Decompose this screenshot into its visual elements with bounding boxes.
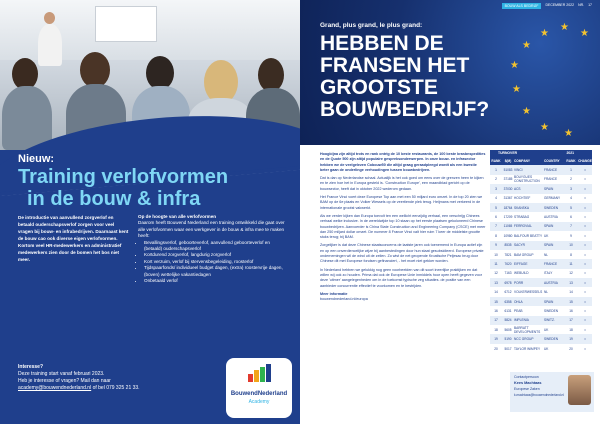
table-row bbox=[490, 241, 592, 250]
goals-column bbox=[138, 214, 288, 284]
table-cell: IMPLENIA bbox=[514, 318, 529, 323]
table-row bbox=[490, 278, 592, 287]
table-cell: 17 bbox=[569, 318, 573, 323]
table-cell: = bbox=[584, 261, 586, 266]
table-row bbox=[490, 194, 592, 203]
logo-text: BouwendNederland bbox=[230, 391, 288, 397]
table-cell: FRANCE bbox=[544, 168, 558, 173]
table-cell: 20 bbox=[569, 346, 573, 351]
star-icon: ★ bbox=[510, 60, 519, 71]
table-header-row bbox=[490, 156, 592, 165]
table-cell: 6358 bbox=[504, 299, 512, 304]
table-cell: 15 bbox=[494, 299, 498, 304]
table-cell: = bbox=[584, 233, 586, 238]
table-cell: = bbox=[584, 196, 586, 201]
interest-heading: Interesse? bbox=[18, 364, 44, 370]
table-cell: ACS bbox=[514, 186, 521, 191]
table-cell: NCC GROUP bbox=[514, 337, 534, 342]
table-cell: 14 bbox=[494, 290, 498, 295]
table-cell: 31367 bbox=[503, 196, 513, 201]
contact-card bbox=[510, 372, 594, 412]
table-cell: BOUYGUES CONSTRUCTION bbox=[514, 175, 540, 184]
page-number: 17 bbox=[588, 3, 592, 7]
table-cell: 19 bbox=[494, 337, 498, 342]
table-cell: 16 bbox=[569, 308, 573, 313]
table-cell: 10 bbox=[569, 243, 573, 248]
table-cell: = bbox=[584, 327, 586, 332]
table-cell: UK bbox=[544, 233, 549, 238]
list-item: • Kort verzuim, verlof bij stervensbegeleiding, roosterlof bbox=[144, 259, 288, 265]
right-page bbox=[300, 0, 600, 424]
table-cell: 13 bbox=[569, 280, 573, 285]
logo-mark-icon bbox=[246, 364, 272, 384]
more-info-heading: Meer informatie bbox=[320, 291, 348, 296]
table-cell: FERROVIAL bbox=[514, 224, 533, 229]
table-cell: OHLA bbox=[514, 299, 523, 304]
list-item: • Tijdspaarfonds/ individueel budget dagen, (extra) roostervrije dagen, (boven) wettelijke vakantiedagen bbox=[144, 265, 288, 278]
table-cell: TAYLOR WIMPEY bbox=[514, 346, 541, 351]
table-cell: NL bbox=[544, 290, 549, 295]
table-cell: 6712 bbox=[504, 290, 512, 295]
table-cell: WEBUILD bbox=[514, 271, 529, 276]
table-cell: 5017 bbox=[504, 346, 512, 351]
table-cell: 51083 bbox=[503, 168, 513, 173]
contact-email[interactable]: k.machtaas@bouwendnederland.nl bbox=[514, 393, 565, 397]
table-cell: = bbox=[584, 243, 586, 248]
column-header: $(M) bbox=[504, 158, 512, 163]
star-icon: ★ bbox=[564, 128, 573, 139]
table-row bbox=[490, 175, 592, 184]
bouwend-nederland-logo bbox=[226, 358, 292, 418]
list-item: • Onbetaald verlof bbox=[144, 278, 288, 284]
star-icon: ★ bbox=[522, 106, 531, 117]
table-cell: 19 bbox=[569, 337, 573, 342]
more-info-link[interactable]: bouwendnederland.nl/europa bbox=[320, 297, 368, 302]
table-row bbox=[490, 297, 592, 306]
table-cell: = bbox=[584, 280, 586, 285]
table-cell: 10 bbox=[494, 252, 498, 257]
table-cell: STRABAG bbox=[514, 215, 530, 220]
table-cell: 7 bbox=[570, 224, 572, 229]
article-paragraph: Als we verder kijken dan Europa toevolt ten een wellicht eenzijdig verhaal, een verschrijg Chinees verhaal welke inclusive. In de wereldwijde top 10 staan op het eerste plaatsen gekoloneerd Chinese bouwbedrijven. Aanvoerder is China State Construction and Engineering Company (CSCE) met meer dan 250 miljard dollar omzet. De nummer 8 France Vinci valt hier ruim 7 keer de middelste grootte stuks terug; bij BAM. bbox=[320, 213, 486, 240]
table-cell: 9 bbox=[570, 233, 572, 238]
new-label: Nieuw: bbox=[18, 153, 55, 165]
table-cell: = bbox=[584, 168, 586, 173]
table-cell: 6978 bbox=[504, 280, 512, 285]
star-icon: ★ bbox=[540, 28, 549, 39]
article-paragraph: Zorgelijker is dat deze Chinese staatsconcerns de laatste jaren ook toenemend in Europa actief zijn en op een onverdiencelijke wijze bij aanbestedingen door hun staat gesubsidieerd. Europese private ondernemingen wil de wind uit de zeilen. Zo wist de net geopende Kroatische Peljesac brug door Chinese dit met Europese fondsen gefinanciert, - het moet niet gekker worden. bbox=[320, 243, 484, 264]
table-row bbox=[490, 316, 592, 325]
table-body bbox=[490, 156, 592, 353]
table-cell: NL bbox=[544, 252, 549, 257]
table-cell: 5 bbox=[495, 205, 497, 210]
table-row bbox=[490, 259, 592, 268]
table-cell: 6 bbox=[495, 215, 497, 220]
table-cell: EIFFAGE bbox=[514, 261, 528, 266]
table-cell: HOCHTIEF bbox=[514, 196, 531, 201]
table-cell: = bbox=[584, 215, 586, 220]
table-cell: 3 bbox=[570, 186, 572, 191]
article-body bbox=[320, 152, 486, 305]
goals-heading: Op de hoogte van alle verlofvormen bbox=[138, 214, 217, 219]
table-row bbox=[490, 250, 592, 259]
table-row bbox=[490, 287, 592, 296]
table-cell: 4 bbox=[495, 196, 497, 201]
table-cell: = bbox=[584, 346, 586, 351]
table-row bbox=[490, 231, 592, 240]
logo-subtext: Academy bbox=[248, 399, 270, 405]
table-row bbox=[490, 325, 592, 334]
section-tag: BOUW ALS BEDRIJF bbox=[502, 3, 542, 9]
table-cell: 2 bbox=[570, 177, 572, 182]
contact-name: Kees Machtaas bbox=[514, 381, 542, 385]
table-cell: 6 bbox=[570, 215, 572, 220]
table-cell: 11065 bbox=[503, 224, 513, 229]
table-cell: 13 bbox=[494, 280, 498, 285]
article-paragraph: Het France Vinci voert deze Europese Top aan met een 50 miljard euro omzet. In de top 20 zien we BAM op de 6e plaats en Volker Wessels op de veertiende plek terug. Heijmans met verkeerd in de internationale grootst vakwerkt. bbox=[320, 195, 483, 210]
table-cell: 17209 bbox=[503, 215, 513, 220]
table-cell: SWITZ. bbox=[544, 318, 555, 323]
table-cell: SPAIN bbox=[544, 186, 554, 191]
issue-number: NR. bbox=[578, 3, 585, 7]
table-row bbox=[490, 203, 592, 212]
table-row bbox=[490, 184, 592, 193]
table-cell: = bbox=[584, 224, 586, 229]
table-row bbox=[490, 165, 592, 174]
table-cell: 16 bbox=[494, 308, 498, 313]
table-cell: 2 bbox=[495, 177, 497, 182]
table-cell: 12 bbox=[569, 271, 573, 276]
table-cell: 5605 bbox=[504, 327, 512, 332]
table-cell: 8535 bbox=[504, 243, 512, 248]
star-icon: ★ bbox=[540, 122, 549, 133]
table-cell: 8 bbox=[570, 252, 572, 257]
contact-role: Europese Zaken bbox=[514, 387, 540, 391]
table-cell: 5 bbox=[570, 205, 572, 210]
table-cell: FRANCE bbox=[544, 261, 558, 266]
goals-text: Daarom heeft Bouwend Nederland een training ontwikkeld die gaat over alle verlofvormen waar een werkgever in de bouw & infra mee te maken heeft: bbox=[138, 220, 285, 239]
table-cell: VOLKERWESSELS bbox=[514, 290, 543, 295]
phone-text: of bel 079 325 21 33. bbox=[92, 385, 140, 391]
table-cell: AUSTRIA bbox=[544, 280, 558, 285]
table-cell: = bbox=[584, 252, 586, 257]
table-cell: SWEDEN bbox=[544, 205, 558, 210]
table-cell: 9 bbox=[495, 243, 497, 248]
table-cell: 18764 bbox=[503, 205, 513, 210]
table-row bbox=[490, 212, 592, 221]
table-cell: = bbox=[584, 299, 586, 304]
table-title-row: TURNOVER 2021 bbox=[490, 150, 592, 156]
table-cell: = bbox=[584, 337, 586, 342]
table-row bbox=[490, 222, 592, 231]
star-icon: ★ bbox=[522, 40, 531, 51]
table-cell: = bbox=[584, 205, 586, 210]
table-cell: 37185 bbox=[503, 177, 513, 182]
column-header: RANK bbox=[566, 158, 576, 163]
ranking-table bbox=[490, 150, 592, 353]
article-kicker: Grand, plus grand, le plus grand: bbox=[320, 22, 423, 29]
table-cell: 14 bbox=[569, 290, 573, 295]
table-cell: PORR bbox=[514, 280, 524, 285]
table-cell: 3 bbox=[495, 186, 497, 191]
table-row bbox=[490, 306, 592, 315]
table-row bbox=[490, 334, 592, 343]
table-cell: 5824 bbox=[504, 318, 512, 323]
table-cell: 8 bbox=[495, 233, 497, 238]
table-cell: = bbox=[584, 308, 586, 313]
table-cell: 20 bbox=[494, 346, 498, 351]
table-cell: 18 bbox=[494, 327, 498, 332]
article-paragraph: Dat is dan op Nederlandse schaal. Actualijk is het ook goed om eens over de grenzen heen te kijken en te zien hoe het in Europa gesteld is. 'Construction Europe', een maandblad gericht op de bouwsector, heeft dat in oktober 2022 wederom gedaan. bbox=[320, 176, 484, 191]
table-cell: UK bbox=[544, 346, 549, 351]
issue-date: DECEMBER 2022 bbox=[545, 3, 575, 7]
article-paragraph: In Nederland hebben we gelukkig nog geen voorbeelden van dit soort ineerlijke praktijken en dat willen wij ook zo houden. Prima dat ook de Europese Unie inmiddels hoor open heeft gegeven voor deze 'uitmer' aangelegenheden om in de toekomst typische zeg situaties. de positie van een aanbieder concurrentie effectief te voorkomen en te bestrijden. bbox=[320, 267, 482, 288]
table-cell: 18 bbox=[569, 327, 573, 332]
table-cell: VINCI bbox=[514, 168, 523, 173]
table-cell: BARRATT DEVELOPMENTS bbox=[514, 325, 541, 334]
column-header: COUNTRY bbox=[544, 158, 560, 163]
table-cell: GERMANY bbox=[544, 196, 561, 201]
table-cell: = bbox=[584, 271, 586, 276]
presentation-screen bbox=[95, 6, 157, 42]
table-cell: SPAIN bbox=[544, 224, 554, 229]
interest-block: Interesse? Deze training start vanaf februari 2023. Heb je interesse of vragen? Mail dan naar academy@bouwendnederland.nl of bel 079 325 21 33. bbox=[18, 364, 208, 392]
table-cell: 37030 bbox=[503, 186, 513, 191]
table-cell: = bbox=[584, 177, 586, 182]
eu-flag-banner bbox=[300, 0, 600, 145]
star-icon: ★ bbox=[512, 84, 521, 95]
column-header: RANK bbox=[491, 158, 501, 163]
table-cell: 5190 bbox=[504, 337, 512, 342]
contact-label: Contactpersoon bbox=[514, 375, 539, 379]
column-header: CHANGE bbox=[578, 158, 592, 163]
table-cell: BALFOUR BEATTY bbox=[514, 233, 543, 238]
table-cell: SWEDEN bbox=[544, 308, 558, 313]
list-item: • Bevallingsverlof, geboorteverlof, aanvullend geboorteverlof en (betaald) ouderschapsverlof bbox=[144, 240, 288, 253]
table-row bbox=[490, 344, 592, 353]
table-cell: 7163 bbox=[504, 271, 512, 276]
list-item: • Kortdurend zorgverlof, langdurig zorgverlof bbox=[144, 252, 288, 258]
table-cell: UK bbox=[544, 327, 549, 332]
table-cell: 17 bbox=[494, 318, 498, 323]
table-cell: 12 bbox=[494, 271, 498, 276]
table-cell: 6131 bbox=[504, 308, 512, 313]
table-cell: 10980 bbox=[503, 233, 513, 238]
table-cell: BAM GROUP bbox=[514, 252, 534, 257]
table-cell: = bbox=[584, 318, 586, 323]
leave-types-list bbox=[138, 240, 288, 285]
table-cell: 1 bbox=[495, 168, 497, 173]
table-cell: 11 bbox=[569, 261, 573, 266]
column-header: COMPANY bbox=[514, 158, 531, 163]
table-cell: SACYR bbox=[514, 243, 525, 248]
table-cell: AUSTRIA bbox=[544, 215, 558, 220]
page-header bbox=[502, 3, 592, 9]
table-cell: PEAB bbox=[514, 308, 523, 313]
table-cell: 11 bbox=[494, 261, 498, 266]
table-cell: SPAIN bbox=[544, 299, 554, 304]
table-cell: FRANCE bbox=[544, 177, 558, 182]
table-cell: SWEDEN bbox=[544, 337, 558, 342]
training-title: Training verlofvormen in de bouw & infra bbox=[18, 166, 229, 210]
star-icon: ★ bbox=[580, 28, 589, 39]
table-cell: 4 bbox=[570, 196, 572, 201]
table-cell: 7620 bbox=[504, 261, 512, 266]
table-cell: 7 bbox=[495, 224, 497, 229]
table-cell: 7821 bbox=[504, 252, 512, 257]
table-cell: 1 bbox=[570, 168, 572, 173]
table-cell: = bbox=[584, 186, 586, 191]
intro-text: De introductie van aanvullend zorgverlof en betaald ouderschapsverlof zorgen voor veel vragen bij bouw- en infrabedrijven. Daarnaast kent de bouw cao ook diverse eigen verlofvormen. Kortom veel HR-medewerkers en administratief medewerkers zien door de bomen het bos niet meer. bbox=[18, 215, 129, 262]
table-row bbox=[490, 269, 592, 278]
contact-photo bbox=[568, 375, 591, 405]
article-title: HEBBEN DE FRANSEN HET GROOTSTE BOUWBEDRIJF? bbox=[320, 32, 490, 121]
star-icon: ★ bbox=[560, 22, 569, 33]
table-cell: ITALY bbox=[544, 271, 553, 276]
academy-email-link[interactable]: academy@bouwendnederland.nl bbox=[18, 385, 92, 391]
table-cell: = bbox=[584, 290, 586, 295]
table-cell: SKANSKA bbox=[514, 205, 530, 210]
article-intro: Hoogbijna zijn altijd trots en rank ontrig de 10 beste restaurants, de 100 beste brasbnspedities en de Quote 500 zijn altijd populaire gespreksonderwerpen. In onze bouw- en infrasector hebben we de veelgelezen Cobouw50 die altijd graag geraadpleegd wordt als een kwestie beter gaan de onderlinge verhoudingen tussen bouwbedrijven. bbox=[320, 152, 486, 172]
table-cell: 15 bbox=[569, 299, 573, 304]
table-cell: SPAIN bbox=[544, 243, 554, 248]
